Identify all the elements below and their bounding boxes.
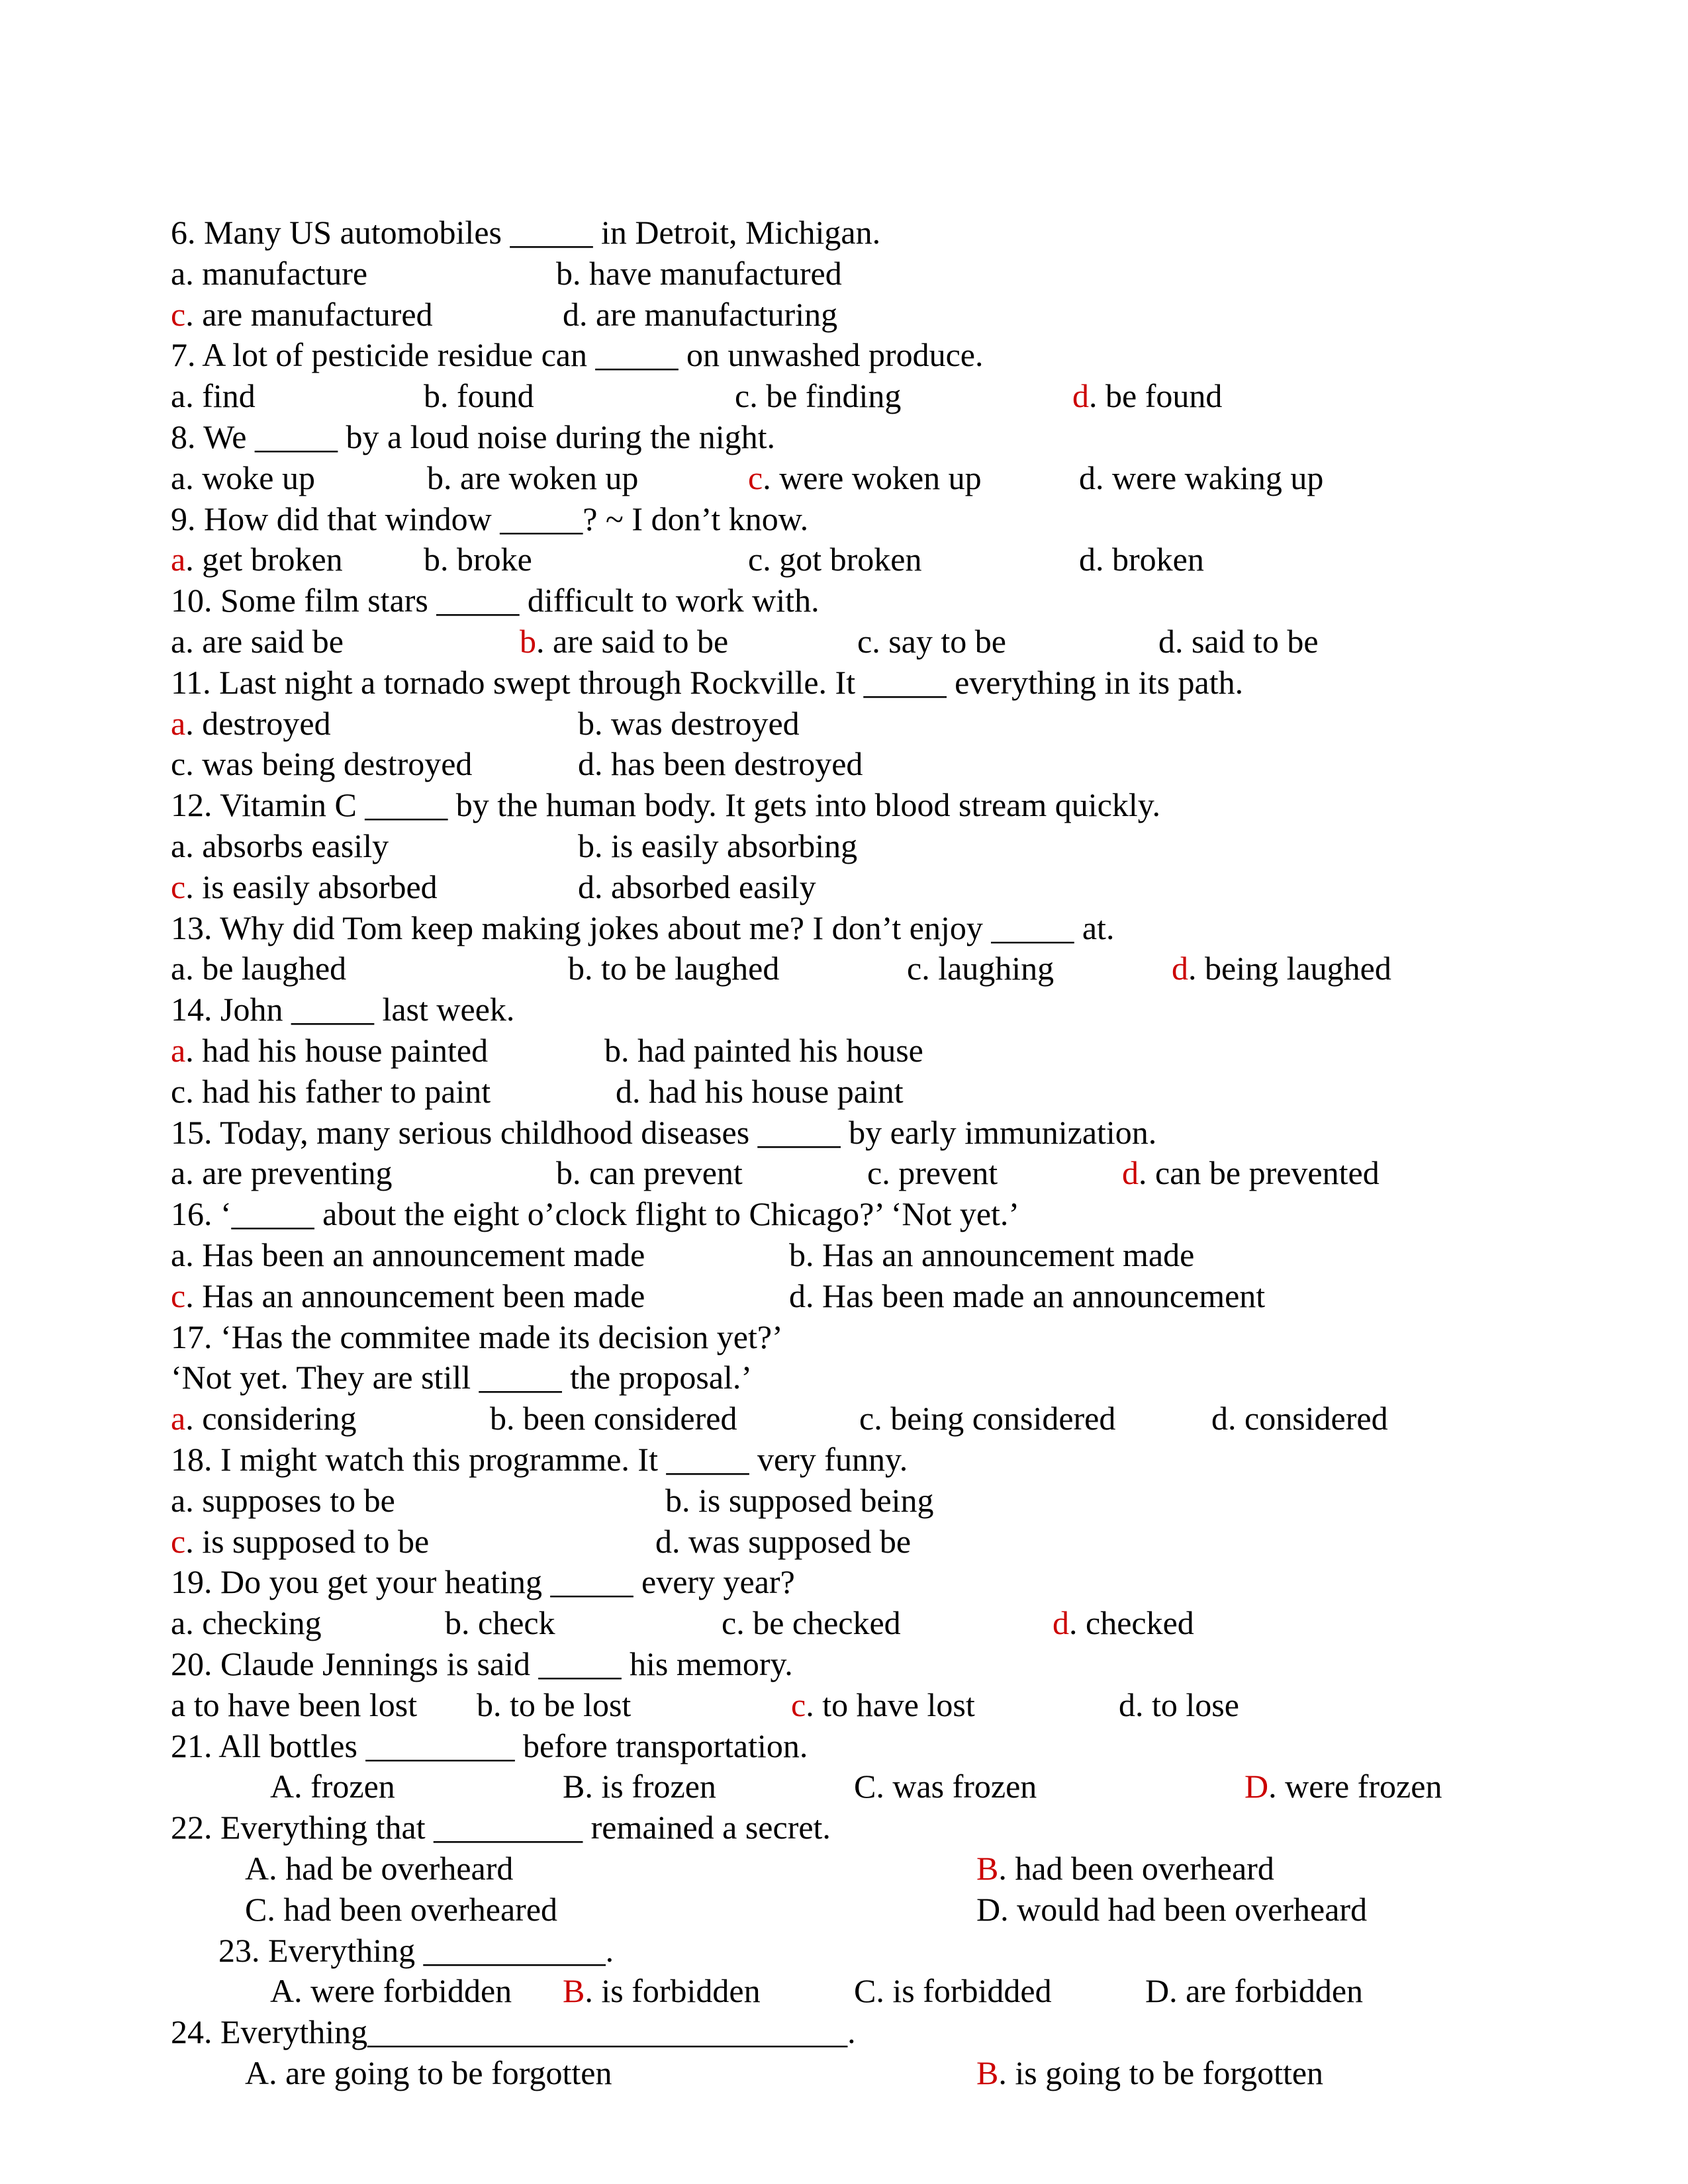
- option-letter: a: [171, 827, 186, 864]
- option-letter: b: [604, 1032, 621, 1069]
- option-text: . are manufactured: [185, 295, 433, 333]
- correct-answer-letter: b: [520, 623, 536, 660]
- answer-option: [424, 375, 534, 416]
- option-text: . being laughed: [1188, 950, 1391, 987]
- options-line: [0, 743, 1688, 784]
- option-text: . are going to be forgotten: [269, 2054, 612, 2091]
- option-text: . is frozen: [585, 1768, 716, 1805]
- question-line: [0, 2011, 1688, 2052]
- question-line: [0, 1316, 1688, 1357]
- option-text: . is supposed to be: [185, 1522, 430, 1560]
- answer-option: [520, 621, 728, 662]
- answer-option: [735, 375, 901, 416]
- options-line: [0, 1521, 1688, 1562]
- option-text: . are said be: [185, 623, 344, 660]
- option-letter: c: [735, 377, 750, 415]
- question-line: [0, 212, 1688, 253]
- option-letter: a: [171, 459, 186, 496]
- option-letter: C: [854, 1972, 876, 2010]
- answer-option: [789, 1275, 1265, 1316]
- question-text: 19. Do you get your heating _____ every year?: [171, 1563, 795, 1601]
- option-text: . manufacture: [185, 254, 368, 292]
- question-text: 10. Some film stars _____ difficult to work with.: [171, 582, 820, 619]
- correct-answer-letter: a: [171, 541, 186, 578]
- question-text: 16. ‘_____ about the eight o’clock flight to Chicago?’ ‘Not yet.’: [171, 1195, 1020, 1233]
- option-letter: b: [424, 541, 440, 578]
- answer-option: [854, 1766, 1037, 1807]
- answer-option: [490, 1398, 737, 1439]
- option-text: . had be overheard: [269, 1850, 514, 1887]
- answer-option: [427, 457, 638, 498]
- option-text: . woke up: [185, 459, 316, 496]
- question-text: 7. A lot of pesticide residue can _____ on unwashed produce.: [171, 336, 984, 374]
- answer-option: [171, 825, 389, 866]
- option-text: . can prevent: [573, 1154, 743, 1192]
- question-line: [0, 907, 1688, 948]
- question-text: 6. Many US automobiles _____ in Detroit, Michigan.: [171, 214, 881, 251]
- option-text: . is forbidded: [876, 1972, 1052, 2010]
- options-line: [0, 1766, 1688, 1807]
- question-text: ‘Not yet. They are still _____ the proposal.’: [171, 1359, 753, 1396]
- answer-option: [1122, 1152, 1380, 1193]
- option-text: . prevent: [882, 1154, 998, 1192]
- question-text: 22. Everything that _________ remained a secret.: [171, 1809, 831, 1846]
- answer-option: [171, 743, 472, 784]
- answer-option: [616, 1071, 904, 1112]
- question-line: [0, 1439, 1688, 1480]
- question-text: 12. Vitamin C _____ by the human body. It gets into blood stream quickly.: [171, 786, 1160, 824]
- option-letter: c: [859, 1400, 874, 1437]
- correct-answer-letter: d: [1172, 950, 1188, 987]
- option-text: . to be laughed: [585, 950, 780, 987]
- option-letter: b: [490, 1400, 506, 1437]
- correct-answer-letter: c: [748, 459, 763, 496]
- answer-option: [171, 1602, 322, 1643]
- option-letter: b: [789, 1236, 806, 1273]
- answer-option: [604, 1030, 923, 1071]
- options-line: [0, 253, 1688, 294]
- options-line: [0, 703, 1688, 744]
- option-text: . was being destroyed: [185, 745, 473, 783]
- option-text: . checking: [185, 1604, 322, 1642]
- answer-option: [171, 1480, 395, 1521]
- answer-option: [655, 1521, 911, 1562]
- option-letter: d: [1158, 623, 1175, 660]
- option-letter: a: [171, 1686, 186, 1723]
- option-text: . are said to be: [536, 623, 729, 660]
- answer-option: [1244, 1766, 1442, 1807]
- option-letter: A: [245, 1850, 269, 1887]
- answer-option: [1053, 1602, 1194, 1643]
- option-letter: b: [578, 827, 594, 864]
- options-line: [0, 1030, 1688, 1071]
- answer-option: [477, 1684, 631, 1725]
- answer-option: [171, 1030, 488, 1071]
- question-line: [0, 989, 1688, 1030]
- option-text: . broke: [440, 541, 532, 578]
- answer-option: [867, 1152, 998, 1193]
- option-text: . say to be: [872, 623, 1006, 660]
- option-text: . was supposed be: [672, 1522, 912, 1560]
- option-text: to have been lost: [185, 1686, 418, 1723]
- option-letter: d: [655, 1522, 672, 1560]
- question-line: [0, 784, 1688, 825]
- option-text: . checked: [1069, 1604, 1194, 1642]
- option-text: . be laughed: [185, 950, 347, 987]
- option-text: . are manufacturing: [579, 295, 838, 333]
- answer-option: [976, 1889, 1367, 1930]
- option-letter: a: [171, 623, 186, 660]
- question-line: [0, 1725, 1688, 1766]
- answer-option: [171, 375, 256, 416]
- answer-option: [1145, 1970, 1363, 2011]
- option-letter: c: [748, 541, 763, 578]
- option-letter: c: [857, 623, 872, 660]
- option-letter: A: [245, 2054, 269, 2091]
- question-text: 13. Why did Tom keep making jokes about me? I don’t enjoy _____ at.: [171, 909, 1115, 946]
- correct-answer-letter: B: [563, 1972, 585, 2010]
- option-text: . are preventing: [185, 1154, 393, 1192]
- option-text: . was frozen: [876, 1768, 1037, 1805]
- question-line: [0, 498, 1688, 539]
- option-letter: C: [854, 1768, 876, 1805]
- option-letter: b: [568, 950, 585, 987]
- option-text: . considered: [1228, 1400, 1388, 1437]
- option-text: . has been destroyed: [594, 745, 863, 783]
- option-letter: b: [477, 1686, 493, 1723]
- answer-option: [578, 743, 863, 784]
- option-letter: c: [907, 950, 922, 987]
- option-letter: d: [789, 1277, 806, 1314]
- option-text: . broken: [1096, 541, 1204, 578]
- answer-option: [859, 1398, 1115, 1439]
- option-text: . was destroyed: [594, 704, 800, 742]
- options-line: [0, 1848, 1688, 1889]
- option-text: . had been overheard: [998, 1850, 1274, 1887]
- question-line: [0, 334, 1688, 375]
- options-line: [0, 457, 1688, 498]
- answer-option: [445, 1602, 555, 1643]
- answer-option: [171, 1684, 417, 1725]
- option-text: . had his house painted: [185, 1032, 489, 1069]
- option-letter: d: [578, 745, 594, 783]
- option-text: . would had been overheard: [1000, 1890, 1368, 1928]
- options-line: [0, 1889, 1688, 1930]
- option-letter: a: [171, 254, 186, 292]
- options-line: [0, 1602, 1688, 1643]
- option-letter: d: [1079, 541, 1096, 578]
- options-line: [0, 1480, 1688, 1521]
- option-text: . were forbidden: [294, 1972, 512, 2010]
- option-letter: b: [578, 704, 594, 742]
- options-line: [0, 866, 1688, 907]
- question-text: 17. ‘Has the commitee made its decision yet?’: [171, 1318, 783, 1355]
- question-text: 23. Everything ___________.: [218, 1931, 614, 1969]
- option-text: . find: [185, 377, 256, 415]
- option-letter: b: [445, 1604, 461, 1642]
- question-text: 8. We _____ by a loud noise during the night.: [171, 418, 776, 455]
- option-letter: d: [1119, 1686, 1135, 1723]
- option-text: . had his house paint: [632, 1072, 904, 1110]
- answer-option: [976, 1848, 1274, 1889]
- option-letter: C: [245, 1890, 267, 1928]
- question-text: 14. John _____ last week.: [171, 991, 515, 1028]
- options-line: [0, 2052, 1688, 2093]
- option-text: . is easily absorbed: [185, 868, 438, 905]
- answer-option: [1211, 1398, 1388, 1439]
- option-text: . is supposed being: [682, 1481, 934, 1519]
- option-text: . Has an announcement made: [806, 1236, 1195, 1273]
- answer-option: [976, 2052, 1323, 2093]
- option-text: . were waking up: [1096, 459, 1324, 496]
- option-letter: d: [1211, 1400, 1228, 1437]
- question-line: [0, 1561, 1688, 1602]
- answer-option: [424, 539, 532, 580]
- option-text: . are woken up: [444, 459, 639, 496]
- option-text: . Has been made an announcement: [806, 1277, 1266, 1314]
- option-text: . found: [440, 377, 534, 415]
- options-line: [0, 375, 1688, 416]
- option-letter: a: [171, 1604, 186, 1642]
- answer-option: [245, 1889, 557, 1930]
- answer-option: [748, 539, 921, 580]
- question-line: [0, 1193, 1688, 1234]
- answer-option: [1158, 621, 1319, 662]
- option-text: . is going to be forgotten: [998, 2054, 1324, 2091]
- answer-option: [857, 621, 1006, 662]
- answer-option: [171, 1071, 491, 1112]
- answer-option: [171, 866, 438, 907]
- answer-option: [270, 1766, 395, 1807]
- option-letter: d: [563, 295, 579, 333]
- option-letter: A: [270, 1768, 295, 1805]
- options-line: [0, 948, 1688, 989]
- answer-option: [171, 1521, 429, 1562]
- correct-answer-letter: a: [171, 704, 186, 742]
- answer-option: [563, 294, 837, 335]
- correct-answer-letter: d: [1072, 377, 1089, 415]
- answer-option: [245, 2052, 612, 2093]
- question-text: 18. I might watch this programme. It _____ very funny.: [171, 1441, 908, 1478]
- option-text: . were woken up: [763, 459, 982, 496]
- answer-option: [722, 1602, 901, 1643]
- correct-answer-letter: d: [1053, 1604, 1069, 1642]
- answer-option: [568, 948, 779, 989]
- option-text: . had painted his house: [621, 1032, 923, 1069]
- answer-option: [171, 457, 315, 498]
- option-letter: a: [171, 1154, 186, 1192]
- option-text: . had been overheared: [267, 1890, 558, 1928]
- option-letter: a: [171, 377, 186, 415]
- option-text: . Has been an announcement made: [185, 1236, 645, 1273]
- answer-option: [563, 1766, 716, 1807]
- question-line: [0, 1930, 1688, 1971]
- question-line: [0, 1112, 1688, 1153]
- answer-option: [556, 1152, 743, 1193]
- answer-option: [171, 253, 367, 294]
- answer-option: [854, 1970, 1052, 2011]
- option-text: . have manufactured: [573, 254, 842, 292]
- option-text: . had his father to paint: [185, 1072, 491, 1110]
- options-line: [0, 1152, 1688, 1193]
- option-text: . are forbidden: [1169, 1972, 1364, 2010]
- option-letter: c: [867, 1154, 882, 1192]
- question-line: [0, 1357, 1688, 1398]
- answer-option: [791, 1684, 975, 1725]
- option-letter: a: [171, 1481, 186, 1519]
- question-line: [0, 1807, 1688, 1848]
- answer-option: [907, 948, 1054, 989]
- option-text: . frozen: [294, 1768, 395, 1805]
- option-letter: d: [616, 1072, 632, 1110]
- options-line: [0, 1398, 1688, 1439]
- question-line: [0, 416, 1688, 457]
- answer-option: [578, 825, 857, 866]
- options-line: [0, 1275, 1688, 1316]
- option-text: . be finding: [749, 377, 902, 415]
- option-text: . is forbidden: [585, 1972, 761, 2010]
- correct-answer-letter: d: [1122, 1154, 1139, 1192]
- option-text: . been considered: [506, 1400, 737, 1437]
- answer-option: [171, 1398, 356, 1439]
- option-letter: a: [171, 1236, 186, 1273]
- option-letter: b: [427, 459, 444, 496]
- option-text: . were frozen: [1268, 1768, 1442, 1805]
- option-letter: c: [722, 1604, 737, 1642]
- answer-option: [563, 1970, 761, 2011]
- option-text: . to have lost: [806, 1686, 975, 1723]
- option-letter: b: [665, 1481, 682, 1519]
- correct-answer-letter: D: [1244, 1768, 1269, 1805]
- answer-option: [245, 1848, 513, 1889]
- option-letter: D: [976, 1890, 1001, 1928]
- option-text: . to lose: [1135, 1686, 1239, 1723]
- options-line: [0, 1684, 1688, 1725]
- option-letter: A: [270, 1972, 295, 2010]
- answer-option: [1119, 1684, 1239, 1725]
- correct-answer-letter: c: [791, 1686, 806, 1723]
- answer-option: [171, 1234, 645, 1275]
- option-text: . absorbs easily: [185, 827, 389, 864]
- correct-answer-letter: c: [171, 1277, 186, 1314]
- option-text: . supposes to be: [185, 1481, 395, 1519]
- correct-answer-letter: c: [171, 868, 186, 905]
- option-text: . check: [461, 1604, 555, 1642]
- answer-option: [665, 1480, 934, 1521]
- options-line: [0, 825, 1688, 866]
- correct-answer-letter: c: [171, 295, 186, 333]
- option-text: . be checked: [736, 1604, 901, 1642]
- question-text: 9. How did that window _____? ~ I don’t know.: [171, 500, 809, 537]
- option-letter: d: [1079, 459, 1096, 496]
- option-text: . is easily absorbing: [594, 827, 858, 864]
- question-line: [0, 1643, 1688, 1684]
- option-letter: d: [578, 868, 594, 905]
- answer-option: [171, 1275, 645, 1316]
- option-text: . absorbed easily: [594, 868, 816, 905]
- correct-answer-letter: B: [976, 1850, 999, 1887]
- answer-option: [556, 253, 842, 294]
- answer-option: [578, 703, 800, 744]
- option-letter: c: [171, 745, 186, 783]
- answer-option: [748, 457, 982, 498]
- option-letter: b: [556, 1154, 573, 1192]
- options-line: [0, 1071, 1688, 1112]
- correct-answer-letter: a: [171, 1400, 186, 1437]
- answer-option: [1079, 539, 1204, 580]
- correct-answer-letter: B: [976, 2054, 999, 2091]
- correct-answer-letter: c: [171, 1522, 186, 1560]
- answer-option: [270, 1970, 512, 2011]
- option-text: . got broken: [763, 541, 922, 578]
- answer-option: [1072, 375, 1222, 416]
- option-text: . laughing: [921, 950, 1055, 987]
- option-letter: c: [171, 1072, 186, 1110]
- option-text: . destroyed: [185, 704, 331, 742]
- answer-option: [171, 948, 346, 989]
- option-text: . to be lost: [493, 1686, 632, 1723]
- question-text: 20. Claude Jennings is said _____ his memory.: [171, 1645, 793, 1682]
- option-letter: a: [171, 950, 186, 987]
- options-line: [0, 1234, 1688, 1275]
- option-text: . said to be: [1175, 623, 1319, 660]
- option-letter: D: [1145, 1972, 1170, 2010]
- answer-option: [1079, 457, 1323, 498]
- option-letter: b: [424, 377, 440, 415]
- options-line: [0, 539, 1688, 580]
- answer-option: [171, 703, 331, 744]
- options-line: [0, 621, 1688, 662]
- answer-option: [171, 1152, 393, 1193]
- question-text: 15. Today, many serious childhood diseases _____ by early immunization.: [171, 1113, 1157, 1151]
- question-line: [0, 580, 1688, 621]
- option-text: . get broken: [185, 541, 343, 578]
- option-text: . can be prevented: [1139, 1154, 1380, 1192]
- answer-option: [171, 539, 343, 580]
- answer-option: [789, 1234, 1194, 1275]
- option-letter: b: [556, 254, 573, 292]
- question-text: 11. Last night a tornado swept through Rockville. It _____ everything in its path.: [171, 663, 1244, 701]
- answer-option: [171, 294, 433, 335]
- option-text: . be found: [1089, 377, 1223, 415]
- answer-option: [1172, 948, 1391, 989]
- question-text: 24. Everything_____________________________.: [171, 2013, 856, 2051]
- answer-option: [578, 866, 816, 907]
- answer-option: [171, 621, 344, 662]
- option-letter: B: [563, 1768, 585, 1805]
- correct-answer-letter: a: [171, 1032, 186, 1069]
- question-text: 21. All bottles _________ before transportation.: [171, 1727, 808, 1764]
- options-line: [0, 294, 1688, 335]
- question-line: [0, 662, 1688, 703]
- option-text: . being considered: [874, 1400, 1116, 1437]
- option-text: . Has an announcement been made: [185, 1277, 645, 1314]
- options-line: [0, 1970, 1688, 2011]
- option-text: . considering: [185, 1400, 357, 1437]
